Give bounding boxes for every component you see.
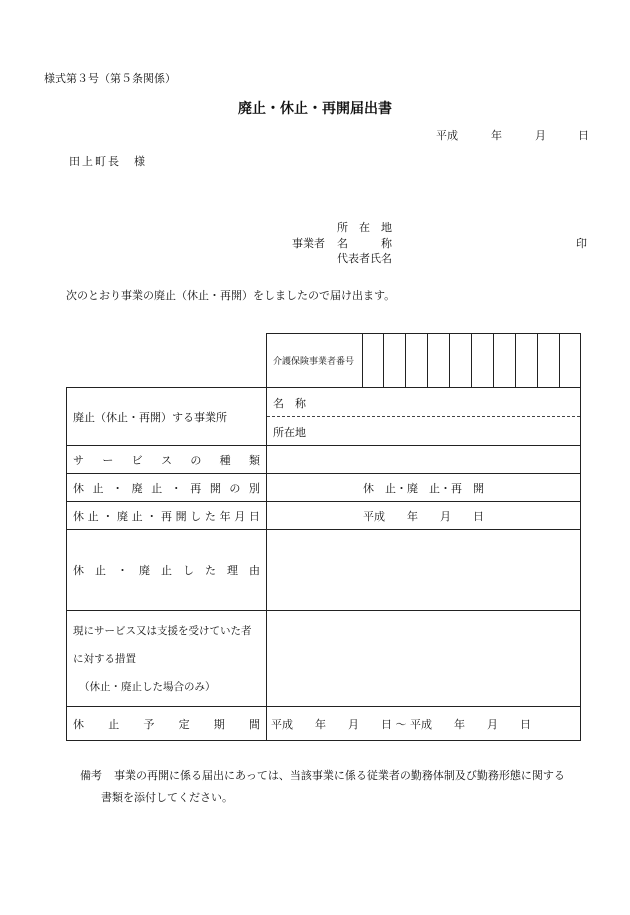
label-char: 廃 bbox=[131, 481, 143, 495]
label-char: 定 bbox=[178, 717, 190, 731]
label-char: 休 bbox=[73, 509, 84, 523]
label-char: 予 bbox=[143, 717, 155, 731]
facility-address-label: 所在地 bbox=[273, 426, 306, 439]
label-char: ー bbox=[102, 453, 114, 467]
date-row-label bbox=[67, 502, 267, 530]
label-char: ・ bbox=[170, 481, 182, 495]
label-char: ・ bbox=[117, 564, 128, 577]
facility-label: 廃止（休止・再開）する事業所 bbox=[67, 388, 267, 446]
provider-number-box bbox=[266, 333, 581, 388]
label-char: 廃 bbox=[116, 509, 128, 523]
label-char: 止 bbox=[92, 481, 104, 495]
page-title: 廃止・休止・再開届出書 bbox=[238, 101, 392, 117]
label-char: 止 bbox=[87, 509, 99, 523]
date-month: 月 bbox=[535, 129, 546, 142]
date-day: 日 bbox=[578, 129, 589, 142]
notification-table bbox=[66, 387, 581, 741]
label-char: 休 bbox=[73, 717, 84, 731]
label-char: 止 bbox=[108, 717, 120, 731]
category-label bbox=[67, 474, 267, 502]
measures-line: （休止・廃止した場合のみ） bbox=[79, 680, 216, 693]
label-char: 止 bbox=[161, 564, 172, 577]
measures-line: 現にサービス又は支援を受けていた者 bbox=[73, 624, 252, 637]
measures-field bbox=[267, 611, 581, 707]
applicant-address-label: 所 在 地 bbox=[337, 221, 392, 234]
label-char: 期 bbox=[213, 717, 225, 731]
date-row bbox=[67, 502, 581, 530]
label-char: 再 bbox=[160, 509, 172, 523]
label-char: ・ bbox=[102, 509, 114, 523]
label-char: 間 bbox=[248, 717, 260, 731]
provider-number-label: 介護保険事業者番号 bbox=[273, 357, 355, 367]
label-char: し bbox=[190, 509, 202, 523]
digit-divider bbox=[427, 334, 428, 388]
label-char: 休 bbox=[73, 564, 84, 577]
facility-field bbox=[267, 388, 581, 446]
service-type-label bbox=[67, 446, 267, 474]
label-char: 止 bbox=[131, 509, 143, 523]
label-char: た bbox=[205, 564, 216, 577]
digit-divider bbox=[383, 334, 384, 388]
service-type-row bbox=[67, 446, 581, 474]
label-char: 年 bbox=[219, 509, 231, 523]
measures-row bbox=[67, 611, 581, 707]
label-char: 止 bbox=[151, 481, 163, 495]
label-char: 日 bbox=[248, 509, 260, 523]
seal-mark: 印 bbox=[576, 237, 587, 250]
label-char: 月 bbox=[234, 509, 246, 523]
period-label bbox=[67, 707, 267, 741]
facility-name-label: 名 称 bbox=[273, 397, 306, 410]
label-char: ・ bbox=[146, 509, 158, 523]
reason-row bbox=[67, 530, 581, 611]
applicant-name-label: 名 称 bbox=[337, 237, 392, 250]
label-char: 種 bbox=[219, 453, 231, 467]
digit-divider bbox=[515, 334, 516, 388]
label-char: の bbox=[229, 481, 241, 495]
facility-row bbox=[67, 388, 581, 446]
label-char: サ bbox=[73, 453, 84, 467]
addressee: 田上町長 様 bbox=[69, 155, 147, 168]
label-char: 別 bbox=[248, 481, 260, 495]
measures-line: に対する措置 bbox=[73, 652, 136, 665]
label-char: 類 bbox=[248, 453, 260, 467]
period-row bbox=[67, 707, 581, 741]
dashed-divider bbox=[267, 416, 580, 417]
digit-divider bbox=[493, 334, 494, 388]
label-char: ビ bbox=[131, 453, 143, 467]
date-year: 年 bbox=[491, 129, 502, 142]
category-row bbox=[67, 474, 581, 502]
label-char: 由 bbox=[249, 564, 260, 577]
digit-divider bbox=[471, 334, 472, 388]
note-label: 備考 bbox=[80, 769, 102, 782]
label-char: 理 bbox=[227, 564, 238, 577]
label-char: 開 bbox=[175, 509, 187, 523]
date-era: 平成 bbox=[436, 129, 458, 142]
reason-label bbox=[67, 530, 267, 611]
note-line-2: 書類を添付してください。 bbox=[101, 791, 233, 804]
category-value: 休 止・廃 止・再 開 bbox=[267, 474, 581, 502]
applicant-rep-label: 代表者氏名 bbox=[337, 252, 392, 265]
note-line-1: 事業の再開に係る届出にあっては、当該事業に係る従業者の勤務体制及び勤務形態に関する bbox=[114, 769, 565, 782]
label-char: 休 bbox=[73, 481, 84, 495]
label-char: 開 bbox=[209, 481, 221, 495]
date-row-value: 平成 年 月 日 bbox=[267, 502, 581, 530]
service-type-field bbox=[267, 446, 581, 474]
digit-divider bbox=[362, 334, 363, 388]
label-char: ・ bbox=[112, 481, 124, 495]
label-char: 廃 bbox=[139, 564, 150, 577]
digit-divider bbox=[449, 334, 450, 388]
digit-divider bbox=[405, 334, 406, 388]
intro-text: 次のとおり事業の廃止（休止・再開）をしましたので届け出ます。 bbox=[66, 289, 396, 302]
label-char: た bbox=[204, 509, 216, 523]
label-char: し bbox=[183, 564, 194, 577]
measures-label bbox=[67, 611, 267, 707]
label-char: 再 bbox=[190, 481, 202, 495]
period-value: 平成 年 月 日 ～ 平成 年 月 日 bbox=[267, 707, 581, 741]
label-char: 止 bbox=[95, 564, 106, 577]
form-number: 様式第３号（第５条関係） bbox=[44, 72, 176, 85]
label-char: の bbox=[190, 453, 202, 467]
label-char: ス bbox=[160, 453, 172, 467]
digit-divider bbox=[537, 334, 538, 388]
digit-divider bbox=[559, 334, 560, 388]
applicant-label: 事業者 bbox=[292, 237, 325, 250]
reason-field bbox=[267, 530, 581, 611]
